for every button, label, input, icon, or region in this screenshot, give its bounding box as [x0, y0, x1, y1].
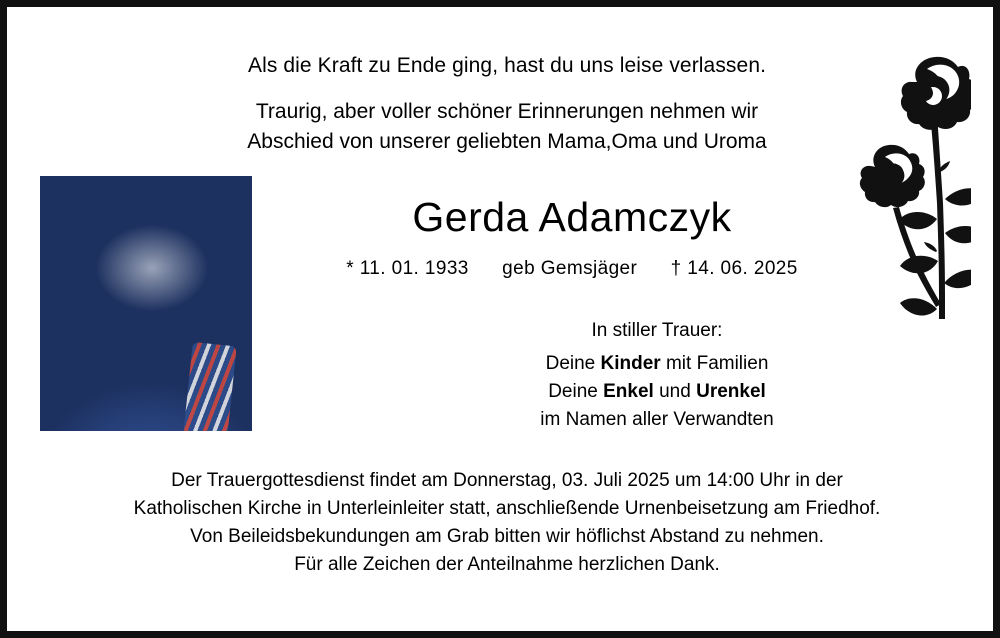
- mourners-block: [447, 317, 867, 434]
- mourners-line-3: im Namen aller Verwandten: [540, 409, 774, 430]
- service-line-3: Von Beileidsbekundungen am Grab bitten wir höflichst Abstand zu nehmen.: [190, 526, 824, 547]
- service-line-4: Für alle Zeichen der Anteilnahme herzlichen Dank.: [294, 554, 720, 575]
- rose-icon: [841, 47, 971, 347]
- birth-date: * 11. 01. 1933: [346, 258, 469, 279]
- mourners-line-2-bold-2: Urenkel: [696, 381, 766, 402]
- maiden-name: geb Gemsjäger: [502, 258, 638, 279]
- service-line-1: Der Trauergottesdienst findet am Donnerstag, 03. Juli 2025 um 14:00 Uhr in der: [171, 470, 843, 491]
- service-details: [7, 467, 1000, 579]
- service-line-2: Katholischen Kirche in Unterleinleiter statt, anschließende Urnenbeisetzung am Friedhof.: [133, 498, 881, 519]
- life-dates: [262, 255, 882, 283]
- mourners-line-2: [447, 378, 867, 406]
- portrait-photo-image: [40, 176, 252, 431]
- quote-line-3: Abschied von unserer geliebten Mama,Oma und Uroma: [247, 130, 767, 153]
- portrait-photo: [40, 176, 252, 431]
- death-date: † 14. 06. 2025: [670, 258, 798, 279]
- quote-line-1: Als die Kraft zu Ende ging, hast du uns leise verlassen.: [247, 54, 767, 77]
- obituary-inner: [7, 7, 993, 631]
- mourners-line-1-bold: Kinder: [600, 353, 661, 374]
- mourners-line-1-pre: Deine: [545, 353, 601, 374]
- mourners-heading: In stiller Trauer:: [591, 320, 723, 341]
- mourners-line-2-mid: und: [653, 381, 697, 402]
- deceased-name: Gerda Adamczyk: [412, 194, 732, 240]
- mourners-line-2-bold-1: Enkel: [603, 381, 654, 402]
- mourners-line-2-pre: Deine: [548, 381, 604, 402]
- mourners-line-1: [447, 350, 867, 378]
- quote-line-2: Traurig, aber voller schöner Erinnerungen nehmen wir: [255, 100, 759, 123]
- mourners-line-1-post: mit Familien: [660, 353, 769, 374]
